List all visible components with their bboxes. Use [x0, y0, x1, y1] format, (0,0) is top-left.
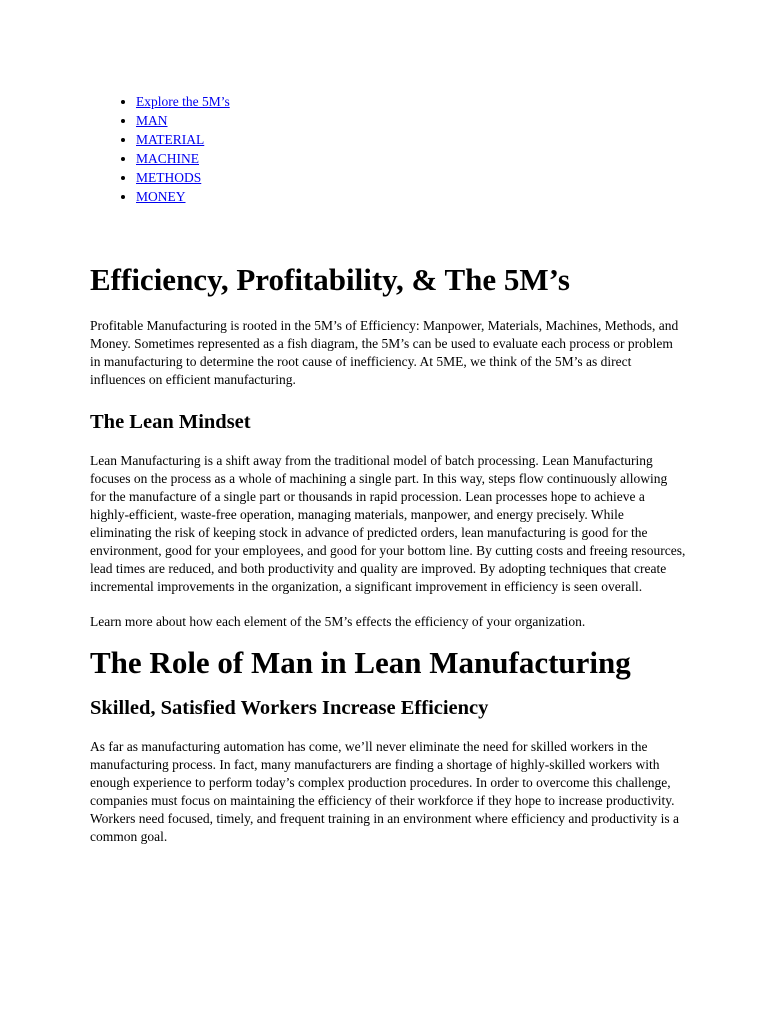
link-money[interactable]: MONEY — [136, 189, 186, 204]
list-item — [136, 111, 690, 130]
learn-more-paragraph: Learn more about how each element of the 5M’s effects the efficiency of your organization. — [90, 614, 586, 629]
lean-mindset-paragraph: Lean Manufacturing is a shift away from the traditional model of batch processing. Lean Manufacturing focuses on the process as a whole of machining a single part. In this way, steps flow continuously allowing for the manufacture of a single part or thousands in rapid procession. Lean processes hope to achieve a highly-efficient, waste-free operation, managing materials, manpower, and energy precisely. While eliminating the risk of keeping stock in advance of predicted orders, lean manufacturing is good for the environment, good for your employees, and good for your bottom line. By cutting costs and freeing resources, lead times are reduced, and both productivity and quality are improved. By adopting techniques that create incremental improvements in the organization, a significant improvement in efficiency is seen overall. — [90, 453, 686, 594]
link-machine[interactable]: MACHINE — [136, 151, 199, 166]
link-explore-5ms[interactable]: Explore the 5M’s — [136, 94, 230, 109]
topic-link-list — [90, 92, 690, 206]
role-of-man-heading: The Role of Man in Lean Manufacturing — [90, 645, 631, 680]
efficiency-heading: Efficiency, Profitability, & The 5M’s — [90, 262, 570, 297]
lean-mindset-heading: The Lean Mindset — [90, 411, 251, 433]
list-item — [136, 187, 690, 206]
list-item — [136, 92, 690, 111]
link-methods[interactable]: METHODS — [136, 170, 202, 185]
list-item — [136, 168, 690, 187]
list-item — [136, 149, 690, 168]
link-man[interactable]: MAN — [136, 113, 168, 128]
list-item — [136, 130, 690, 149]
efficiency-paragraph: Profitable Manufacturing is rooted in the 5M’s of Efficiency: Manpower, Materials, Machines, Methods, and Money. Sometimes represented as a fish diagram, the 5M’s can be used to evaluate each process or problem in manufacturing to determine the root cause of inefficiency. At 5ME, we think of the 5M’s as direct influences on efficient manufacturing. — [90, 318, 679, 387]
document-page — [90, 92, 690, 846]
link-material[interactable]: MATERIAL — [136, 132, 205, 147]
skilled-workers-paragraph: As far as manufacturing automation has come, we’ll never eliminate the need for skilled workers in the manufacturing process. In fact, many manufacturers are finding a shortage of highly-skilled workers with enough experience to perform today’s complex production procedures. In order to overcome this challenge, companies must focus on maintaining the efficiency of their workforce if they hope to increase productivity. Workers need focused, timely, and frequent training in an environment where efficiency and productivity is a common goal. — [90, 739, 679, 844]
skilled-workers-heading: Skilled, Satisfied Workers Increase Efficiency — [90, 697, 489, 719]
